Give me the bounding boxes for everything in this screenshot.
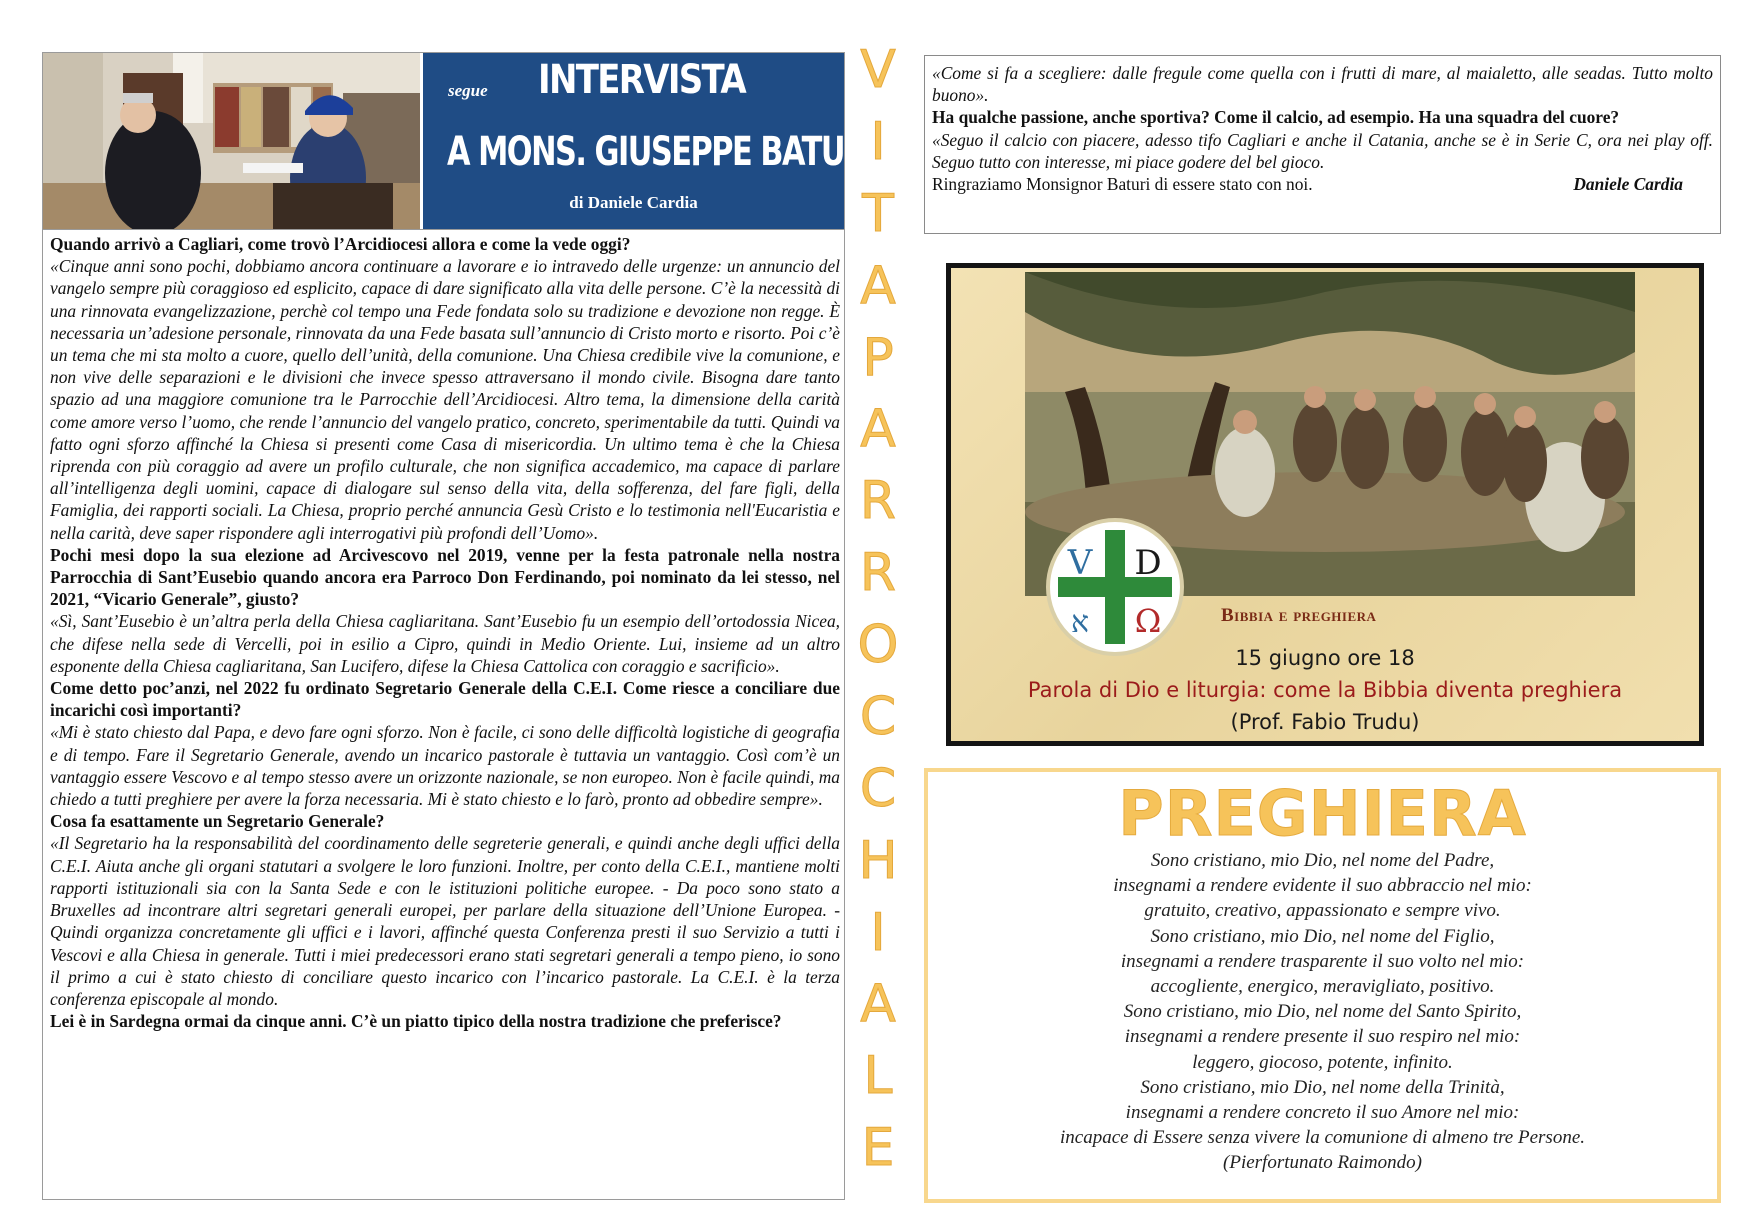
logo-letter-v: V bbox=[1067, 543, 1093, 583]
prayer-line: insegnami a rendere concreto il suo Amore nel mio: bbox=[1125, 1102, 1520, 1124]
prayer-line: Sono cristiano, mio Dio, nel nome del Santo Spirito, bbox=[1123, 1001, 1522, 1023]
prayer-line: insegnami a rendere evidente il suo abbraccio nel mio: bbox=[1113, 875, 1532, 897]
thanks-text: Ringraziamo Monsignor Baturi di essere stato con noi. bbox=[932, 174, 1313, 195]
prayer-box bbox=[924, 768, 1721, 1203]
article-body bbox=[50, 233, 840, 1032]
answer: «Mi è stato chiesto dal Papa, e devo fare ogni sforzo. Non è facile, ci sono delle difficoltà logistiche di geografia e di tempo. Fare il Segretario Generale, avendo un incarico pastorale è tuttavia un vantaggio. Così com’è un vantaggio essere Vescovo e al tempo stesso avere un orizzonte nazionale, se non europeo. Non è facile quindi, ma chiedo a tutti preghiere per avere la forza necessaria. Mi è stato chiesto e lo farò, pronto ad obbedire sempre». bbox=[50, 722, 840, 810]
vertical-title-letter: A bbox=[860, 399, 896, 459]
continued-label: segue bbox=[448, 81, 488, 100]
vertical-title-letter: E bbox=[861, 1118, 895, 1178]
vertical-title-letter: P bbox=[862, 328, 894, 388]
prayer-line: insegnami a rendere presente il suo respiro nel mio: bbox=[1124, 1026, 1521, 1048]
event-flyer bbox=[946, 263, 1704, 746]
prayer-title: PREGHIERA bbox=[1118, 777, 1527, 850]
vertical-title-letter: I bbox=[870, 903, 886, 963]
interview-continuation bbox=[924, 55, 1721, 234]
interview-subtitle: A MONS. GIUSEPPE BATURI bbox=[447, 129, 876, 175]
flyer-background bbox=[951, 268, 1699, 741]
answer: «Cinque anni sono pochi, dobbiamo ancora continuare a lavorare e io intravedo delle urgenze: un annuncio del vangelo sempre più coraggioso ed esplicito, capace di dare significato alla vita delle persone. C’è la necessità di una rinnovata evangelizzazione, perchè col tempo una Fede fondata solo su tradizione e devozione non regge. È necessaria un’adesione personale, rinnovata da una Fede basata sull’annuncio di Cristo morto e risorto. Poi c’è un tema che mi sta molto a cuore, quello dell’unità, della comunione. Una Chiesa credibile vive la comunione, e non vive delle separazioni e le divisioni che invece spesso attraversano il mondo civile. Bisogna dare tanto spazio ad una maggiore comunione tra le Parrocchie dell’Arcidiocesi. Altro tema, la dimensione della carità come amore verso l’uomo, che rende l’annuncio del vangelo pratico, concreto, sperimentabile da tutti. Quindi va fatto ogni sforzo affinché la Chiesa si presenti come Casa di misericordia. Un ultimo tema è che la Chiesa riprenda con più coraggio ad avere un profilo culturale, che non significa accademico, ma capace di parlare all’intelligenza degli uomini, capace di dialogare sul senso della vita, della sofferenza, del fare figli, della Famiglia, dei rapporti sociali. La Chiesa, proprio perché annuncia Gesù Cristo e lo testimonia nell'Eucaristia e nella carità, deve saper rispondere agli interrogativi più profondi dell’Uomo». bbox=[50, 256, 840, 543]
question: Lei è in Sardegna ormai da cinque anni. C’è un piatto tipico della nostra tradizione che preferisce? bbox=[50, 1011, 782, 1032]
prayer-line: accogliente, energico, meravigliato, positivo. bbox=[1150, 976, 1495, 998]
vertical-title-letter: O bbox=[857, 615, 899, 675]
interview-header bbox=[43, 53, 876, 230]
prayer-line: Sono cristiano, mio Dio, nel nome del Padre, bbox=[1150, 850, 1495, 871]
prayer-line: leggero, giocoso, potente, infinito. bbox=[1192, 1051, 1453, 1073]
interview-column bbox=[42, 52, 876, 1200]
event-topic: Parola di Dio e liturgia: come la Bibbia diventa preghiera bbox=[1027, 678, 1623, 702]
vertical-title-letter: I bbox=[870, 112, 886, 172]
byline: di Daniele Cardia bbox=[569, 193, 698, 212]
prayer-line: Sono cristiano, mio Dio, nel nome del Figlio, bbox=[1150, 925, 1495, 947]
vertical-title-letter: A bbox=[860, 256, 896, 316]
prayer-line: incapace di Essere senza vivere la comunione di almeno tre Persone. bbox=[1060, 1127, 1585, 1149]
event-date: 15 giugno ore 18 bbox=[1235, 646, 1415, 670]
vertical-section-title bbox=[852, 40, 904, 1198]
flyer-label: Bibbia e preghiera bbox=[1221, 605, 1377, 626]
bibbia-preghiera-logo bbox=[1046, 518, 1184, 656]
question: Come detto poc’anzi, nel 2022 fu ordinato Segretario Generale della C.E.I. Come riesce a conciliare due incarichi così importanti? bbox=[50, 678, 840, 721]
vertical-title-letter: R bbox=[859, 471, 897, 531]
logo-letter-d: D bbox=[1134, 543, 1162, 583]
vertical-title-letter: A bbox=[860, 974, 896, 1034]
vertical-title-letter: H bbox=[858, 831, 898, 891]
vertical-title-letter: L bbox=[863, 1046, 893, 1106]
prayer-author: (Pierfortunato Raimondo) bbox=[1223, 1152, 1422, 1174]
logo-letter-omega: Ω bbox=[1134, 602, 1162, 640]
vertical-title-letter: C bbox=[859, 759, 897, 819]
prayer-text bbox=[928, 848, 1717, 1176]
thanks-line bbox=[932, 173, 1713, 195]
vertical-title-letter: R bbox=[859, 543, 897, 603]
vertical-title-letter: V bbox=[860, 40, 896, 100]
question: Pochi mesi dopo la sua elezione ad Arcivescovo nel 2019, venne per la festa patronale nella nostra Parrocchia di Sant’Eusebio quando ancora era Parroco Don Ferdinando, poi nominato da lei stesso, nel 2021, “Vicario Generale”, giusto? bbox=[50, 544, 840, 610]
vertical-title-letter: T bbox=[862, 184, 894, 244]
interview-photo bbox=[43, 53, 420, 229]
signature: Daniele Cardia bbox=[1573, 174, 1683, 195]
question: Cosa fa esattamente un Segretario Generale? bbox=[50, 811, 385, 832]
event-speaker: (Prof. Fabio Trudu) bbox=[1230, 710, 1420, 734]
prayer-line: insegnami a rendere trasparente il suo volto nel mio: bbox=[1120, 950, 1525, 972]
cross-logo-icon bbox=[1050, 522, 1180, 652]
logo-letter-alef: א bbox=[1070, 605, 1090, 640]
interview-title: INTERVISTA bbox=[538, 57, 746, 103]
office-scene-image bbox=[43, 53, 420, 229]
prayer-line: Sono cristiano, mio Dio, nel nome della Trinità, bbox=[1140, 1076, 1505, 1098]
answer: «Seguo il calcio con piacere, adesso tifo Cagliari e anche il Catania, anche se è in Serie C, ora nei play off. Seguo tutto con interesse, mi piace godere del bel gioco. bbox=[932, 129, 1713, 172]
prayer-line: gratuito, creativo, appassionato e sempre vivo. bbox=[1144, 900, 1501, 922]
interview-title-box bbox=[423, 53, 876, 229]
vertical-title-letter: C bbox=[859, 687, 897, 747]
answer: «Sì, Sant’Eusebio è un’altra perla della Chiesa cagliaritana. Sant’Eusebio fu un esempio dell’ortodossia Nicea, che difese nella sede di Vercelli, poi in esilio a Cipro, quindi in Medio Oriente. Lui, insieme ad un altro esponente della Chiesa cagliaritana, San Lucifero, difese la Chiesa Cattolica con coraggio e sacrificio». bbox=[50, 611, 840, 676]
question: Ha qualche passione, anche sportiva? Come il calcio, ad esempio. Ha una squadra del cuore? bbox=[932, 107, 1620, 128]
answer: «Il Segretario ha la responsabilità del coordinamento delle segreterie generali, e quindi anche degli uffici della C.E.I. Aiuta anche gli organi statutari a svolgere le loro funzioni. Inoltre, per conto della C.E.I., mantiene molti rapporti istituzionali sia con la Santa Sede e con le istituzioni politiche europee. - Da poco sono stato a Bruxelles ad incontrare altri segretari generali europei, per parlare della situazione dell’Unione Europea. - Quindi organizza concretamente gli uffici e i lavori, affinché questa Conferenza presti il suo Servizio a tutti i Vescovi e alla Chiesa in generale. Tutti i miei predecessori erano stati segretari generali a tempo pieno, io sono il primo a cui è stato chiesto di conciliare questo incarico con l’incarico pastorale. La C.E.I. è la terza conferenza episcopale al mondo. bbox=[50, 833, 840, 1009]
answer: «Come si fa a scegliere: dalle fregule come quella con i frutti di mare, al maialetto, alle seadas. Tutto molto buono». bbox=[932, 63, 1713, 106]
question: Quando arrivò a Cagliari, come trovò l’Arcidiocesi allora e come la vede oggi? bbox=[50, 234, 631, 254]
